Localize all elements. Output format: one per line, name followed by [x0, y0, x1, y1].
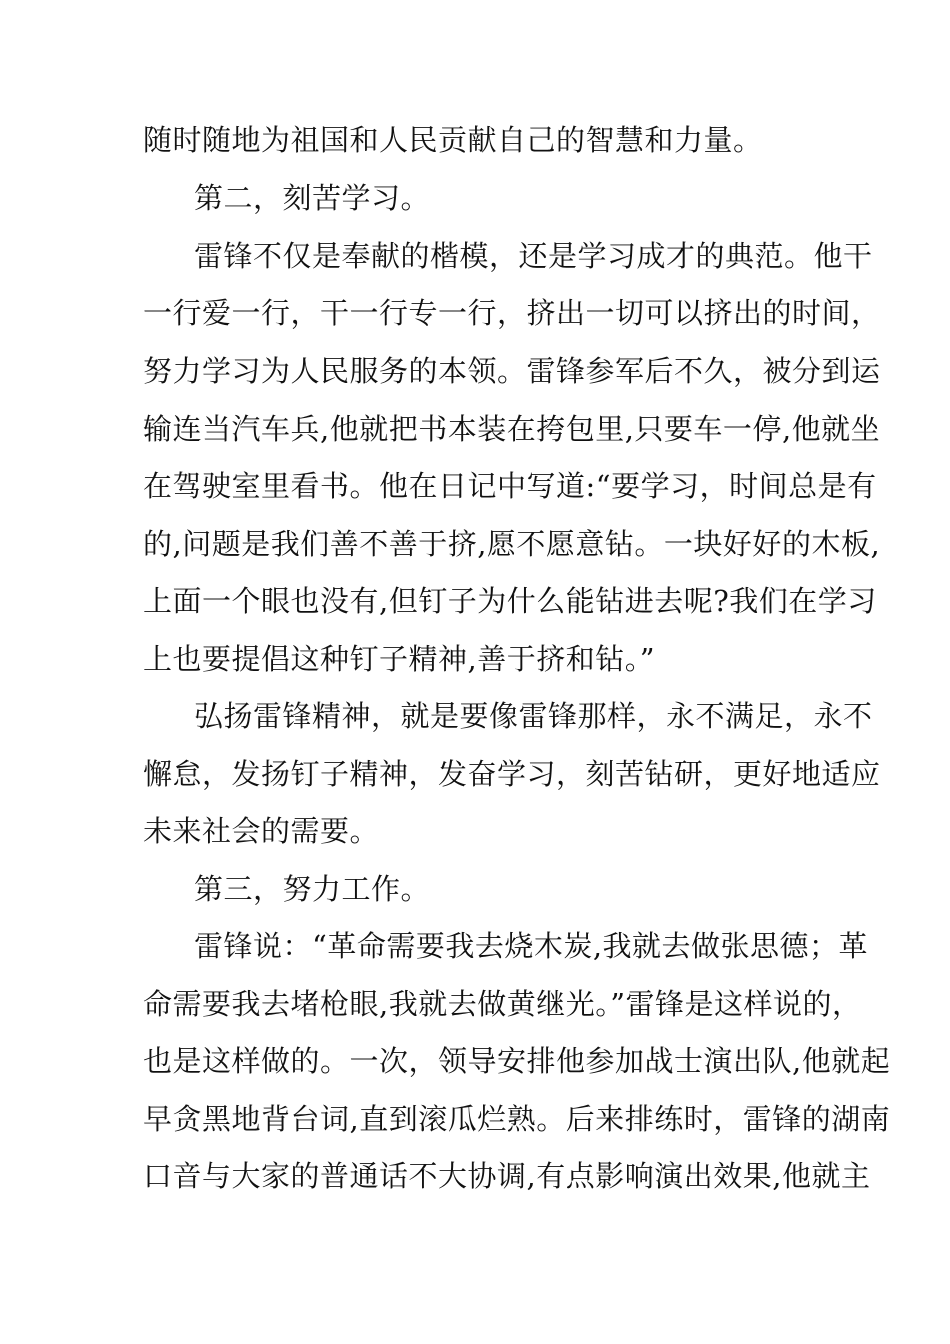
text-line: 上面一个眼也没有,但钉子为什么能钻进去呢?我们在学习 — [143, 584, 877, 618]
text-line: 上也要提倡这种钉子精神,善于挤和钻。” — [143, 642, 656, 676]
text-line: 努力学习为人民服务的本领。雷锋参军后不久，被分到运 — [143, 354, 881, 388]
text-line: 懈怠，发扬钉子精神，发奋学习，刻苦钻研，更好地适应 — [143, 757, 881, 791]
text-line: 的,问题是我们善不善于挤,愿不愿意钻。一块好好的木板, — [143, 527, 881, 561]
text-line: 弘扬雷锋精神，就是要像雷锋那样，永不满足，永不 — [194, 699, 873, 733]
text-line: 随时随地为祖国和人民贡献自己的智慧和力量。 — [143, 123, 763, 157]
text-line: 命需要我去堵枪眼,我就去做黄继光。”雷锋是这样说的， — [143, 987, 862, 1021]
text-line: 在驾驶室里看书。他在日记中写道:“要学习，时间总是有 — [143, 469, 877, 503]
section-heading: 第三，努力工作。 — [194, 872, 431, 906]
text-line: 早贪黑地背台词,直到滚瓜烂熟。后来排练时，雷锋的湖南 — [143, 1102, 891, 1136]
text-line: 雷锋不仅是奉献的楷模，还是学习成才的典范。他干 — [194, 239, 873, 273]
text-line: 口音与大家的普通话不大协调,有点影响演出效果,他就主 — [143, 1159, 871, 1193]
text-line: 也是这样做的。一次，领导安排他参加战士演出队,他就起 — [143, 1044, 891, 1078]
section-heading: 第二，刻苦学习。 — [194, 181, 431, 215]
text-line: 未来社会的需要。 — [143, 814, 380, 848]
text-line: 输连当汽车兵,他就把书本装在挎包里,只要车一停,他就坐 — [143, 412, 881, 446]
text-line: 一行爱一行，干一行专一行，挤出一切可以挤出的时间， — [143, 296, 881, 330]
text-line: 雷锋说：“革命需要我去烧木炭,我就去做张思德；革 — [194, 929, 869, 963]
